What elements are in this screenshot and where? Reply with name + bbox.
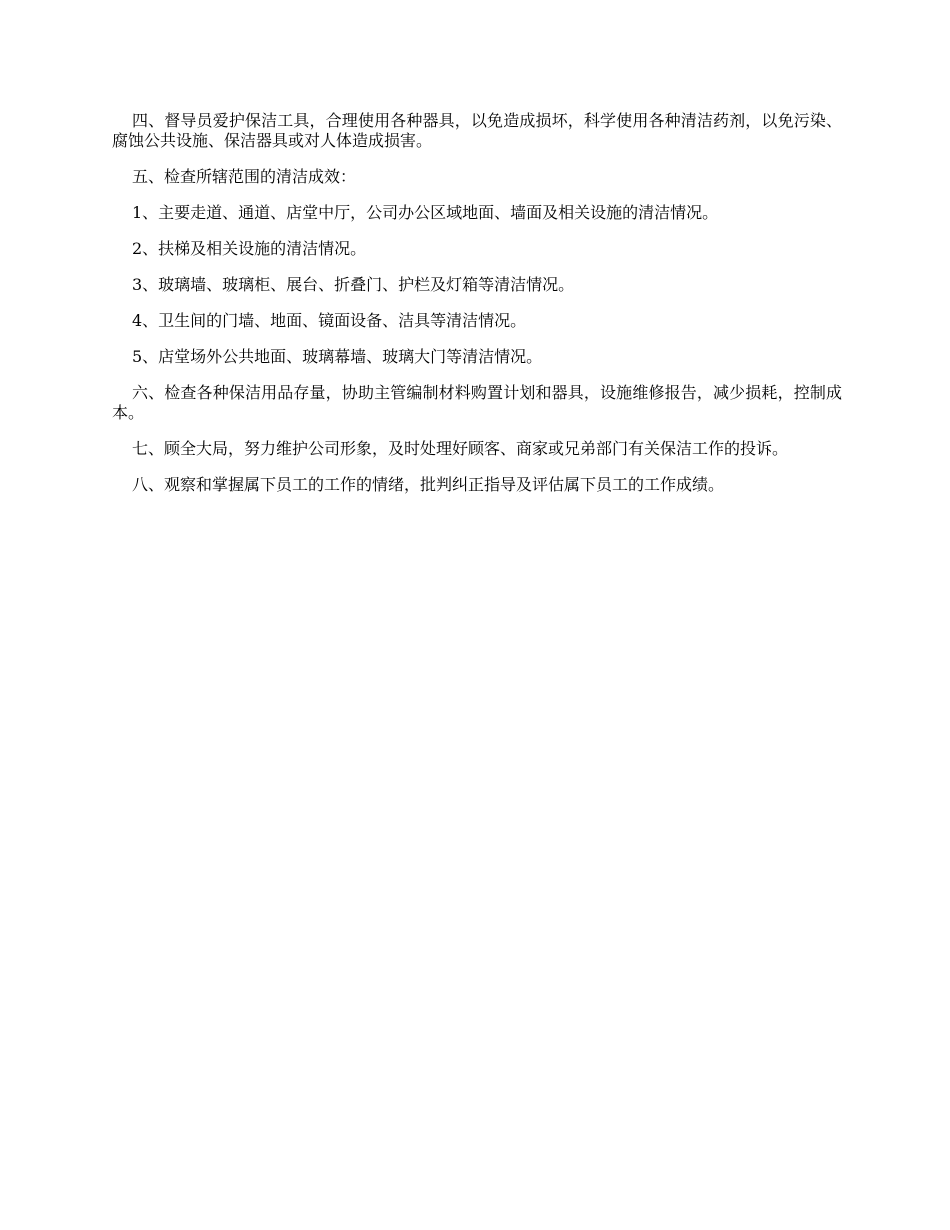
paragraph-5-inspect-cleaning: 五、检查所辖范围的清洁成效： (132, 167, 357, 186)
paragraph-8-staff-evaluation: 八、观察和掌握属下员工的工作的情绪，批判纠正指导及评估属下员工的工作成绩。 (132, 475, 725, 494)
paragraph-4-care-tools: 四、督导员爱护保洁工具，合理使用各种器具，以免造成损坏，科学使用各种清洁药剂，以免污染、腐蚀公共设施、保洁器具或对人体造成损害。 (112, 111, 842, 150)
list-item-1-walkways: 1、主要走道、通道、店堂中厅，公司办公区域地面、墙面及相关设施的清洁情况。 (132, 203, 719, 222)
document-body (112, 111, 842, 511)
list-item-3-glass: 3、玻璃墙、玻璃柜、展台、折叠门、护栏及灯箱等清洁情况。 (132, 275, 575, 294)
paragraph-7-complaints: 七、顾全大局，努力维护公司形象，及时处理好顾客、商家或兄弟部门有关保洁工作的投诉。 (132, 439, 789, 458)
paragraph-6-supplies: 六、检查各种保洁用品存量，协助主管编制材料购置计划和器具，设施维修报告，减少损耗，控制成本。 (112, 383, 842, 422)
list-item-5-exterior: 5、店堂场外公共地面、玻璃幕墙、玻璃大门等清洁情况。 (132, 347, 543, 366)
list-item-2-escalators: 2、扶梯及相关设施的清洁情况。 (132, 239, 367, 258)
list-item-4-restrooms: 4、卫生间的门墙、地面、镜面设备、洁具等清洁情况。 (132, 311, 527, 330)
